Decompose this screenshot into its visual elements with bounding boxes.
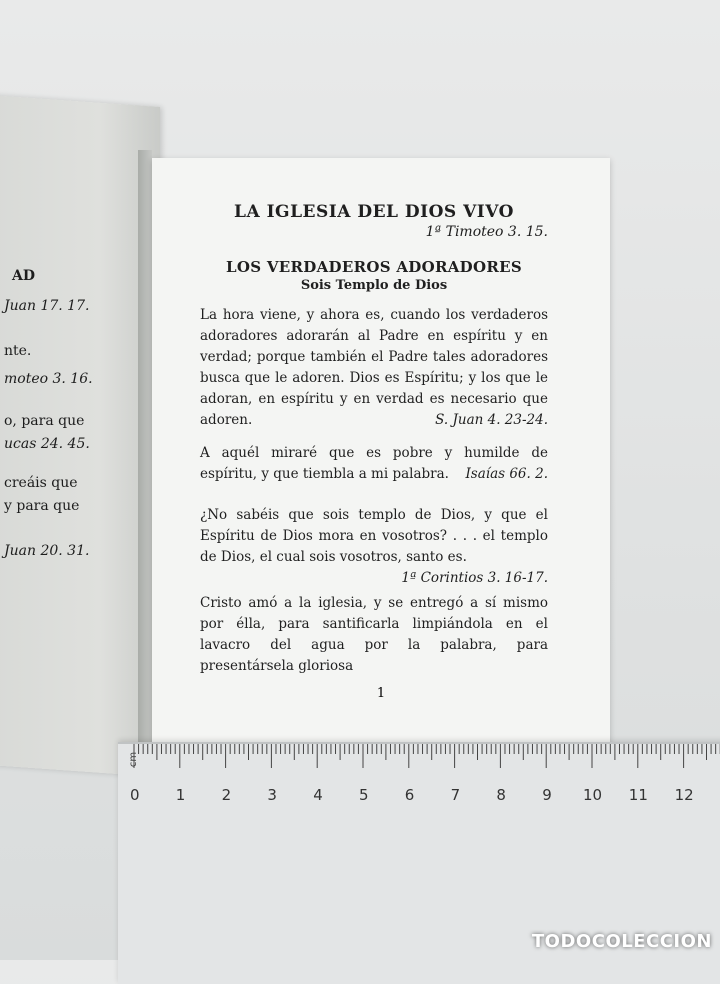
verse bbox=[200, 305, 548, 431]
ruler-number: 2 bbox=[221, 786, 232, 804]
left-line: AD bbox=[12, 268, 36, 284]
ruler-number: 7 bbox=[450, 786, 461, 804]
ruler-number: 9 bbox=[542, 786, 552, 804]
left-line: Juan 20. 31. bbox=[4, 543, 90, 559]
verse-text: Cristo amó a la iglesia, y se entregó a sí mismo por élla, para santificarla limpiándola en el lavacro del agua por la palabra, para presentársela gloriosa bbox=[200, 595, 548, 674]
page-content bbox=[200, 202, 548, 689]
title-reference: 1ª Timoteo 3. 15. bbox=[425, 224, 548, 240]
ruler-number: 5 bbox=[359, 786, 369, 804]
ruler-number: 0 bbox=[130, 786, 140, 804]
left-line: o, para que bbox=[4, 413, 85, 429]
left-line: Juan 17. 17. bbox=[4, 298, 90, 314]
ruler-number: 1 bbox=[175, 786, 186, 804]
left-line: nte. bbox=[4, 343, 32, 359]
book-spine bbox=[138, 150, 152, 750]
book-page bbox=[152, 158, 610, 746]
verse bbox=[200, 589, 548, 677]
left-line: creáis que bbox=[4, 475, 78, 491]
verse-reference: Isaías 66. 2. bbox=[465, 466, 548, 482]
ruler-number: 8 bbox=[496, 786, 506, 804]
left-line: moteo 3. 16. bbox=[4, 371, 93, 387]
page-title: LA IGLESIA DEL DIOS VIVO bbox=[234, 202, 514, 222]
left-line: ucas 24. 45. bbox=[4, 436, 90, 452]
verse bbox=[200, 443, 548, 485]
verse bbox=[200, 505, 548, 586]
left-line: y para que bbox=[4, 498, 80, 514]
ruler-number: 4 bbox=[313, 786, 323, 804]
ruler-number: 3 bbox=[267, 786, 277, 804]
section-title: LOS VERDADEROS ADORADORES bbox=[225, 258, 522, 276]
verse-text: ¿No sabéis que sois templo de Dios, y que el Espíritu de Dios mora en vosotros? . . . el templo de Dios, el cual sois vosotros, santo es. bbox=[200, 507, 548, 565]
ruler-number: 12 bbox=[674, 786, 694, 804]
ruler-unit: cm bbox=[128, 751, 140, 768]
ruler-number: 11 bbox=[628, 786, 648, 804]
verse-reference: 1ª Corintios 3. 16-17. bbox=[401, 570, 548, 586]
ruler-ticks bbox=[118, 744, 720, 784]
verse-text: A aquél miraré que es pobre y humilde de espíritu, y que tiembla a mi palabra. bbox=[200, 445, 548, 482]
verse-text: La hora viene, y ahora es, cuando los verdaderos adoradores adorarán al Padre en espíritu y en verdad; porque también el Padre tales adoradores busca que le adoren. Dios es Espíritu; y los que le adoran, en espíritu y en verdad es necesario que adoren. bbox=[200, 307, 548, 428]
verse-reference: S. Juan 4. 23-24. bbox=[435, 412, 548, 428]
ruler-number: 10 bbox=[583, 786, 603, 804]
ruler-number: 6 bbox=[404, 786, 415, 804]
watermark: TODOCOLECCION bbox=[531, 931, 712, 952]
page-number: 1 bbox=[376, 686, 386, 701]
section-subtitle: Sois Templo de Dios bbox=[300, 278, 448, 293]
